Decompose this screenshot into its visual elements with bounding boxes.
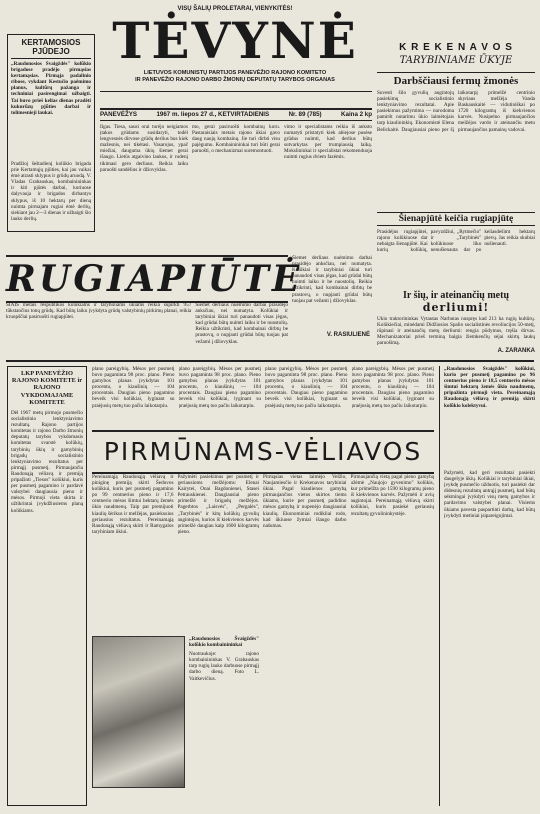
rugiapiute-article: [6, 302, 288, 346]
krekenavos-heading: K R E K E N A V O S: [399, 42, 513, 53]
rugiapiute-col-3: Šiemet derliaus nuėmimo darbai prasidėjo anksčiau, nei numatyta. Kolūkiai ir tarybiniai ūkiai turi panaudoti visas jėgas, kad grūdai būtų nuimti laiku ir be nuostolių. Reikia užtikrinti, kad kombainai dirbtų be prastovų, o nupjauti grūdai būtų tuojau pat vežami į džiovyklas.: [195, 302, 288, 345]
krekenavos-subheading: TARYBINIAME ŪKYJE: [399, 55, 513, 66]
right-bottom-lead: „Raudonosios Švaigždės" kolūkiui, kurio per pusmetį pagamino po 96 centnerius pieno ir 18,5 centnerio mėsos šimtui hektarų žemės ūkio naudmenų, pripažinta pirmoji vieta. Pereinamąją Raudonąją vėliavą ir premiją skirti kolūkio kolektyvui.: [444, 366, 535, 409]
photo-caption: Nuotraukoje: rajono kombainininkas V. Grabauskas tarp rugių lauko darbuose pirmąjį darbo dieną. Foto L. Vaitkevičius.: [189, 651, 259, 682]
left-news-box: [7, 34, 95, 232]
fermu-title: Darbščiausi fermų žmonės: [377, 72, 535, 87]
info-date: 1967 m. liepos 27 d., KETVIRTADIENIS: [156, 111, 270, 118]
pirmunams-col-2: Pažymėti pasiekimus per pusmetį ir geriausioms melžėjoms: Elenai Kairytei, Onai Bagdonienei, Stasei Petrauskienei. Daugiausiai pieno primelžė ir brigadų melžėjos. Pagerbtos „Laisvės", „Pergalės", „Tarybinės" ir kitų kolūkių gyvulių augintojos, kurios iš kiekvienos karvės primelžė daugiau kaip 1600 kilogramų pieno.: [177, 474, 259, 535]
lkp-title: LKP PANEVĖŽIO RAJONO KOMITETE ir RAJONO VYKDOMAJAME KOMITETE: [11, 370, 83, 406]
right-bottom-section: [439, 366, 535, 806]
stat-mid-col-1: plano pareigybių. Mėsos per pusmetį buvo pagaminta 98 proc. plano. Pieno gamybos planas įvykdytas 101 procentu, o kiaušinių — 104 procentais. Daugiau pieno pagamino beveik visi kolūkiai, lyginant su praėjusių metų tuo pačiu laikotarpiu.: [92, 366, 175, 409]
pirmunams-col-1: Pereinamąją Raudonąją vėliavą ir piniginę premiją skirti Šeduvos kolūkiui, kuris per pusmetį pagamino po 99 centnerius pieno ir 17,6 centnerio mėsos šimtui hektarų žemės ūkio naudmenų. Taip pat premijuoti kiaulių šėrikus ir melžėjas, pasiekusius geriausius rezultatus. Pereinamąją Raudonąją vėliavą skirti ir Ramygalos tarybiniam ūkiui.: [92, 474, 174, 535]
combine-photo: [92, 636, 185, 788]
left-box-text: „Raudonosios Švaigždės" kolūkio brigadose pradėjo pirmąsias kertamąsias. Pirmąja padalinio ribose, vykdant Kestučio paėmimo planus, kultūrų pažanga ir techniniai pasirengimai užbaigti. Tai buvo prieš kelias dienas pradėti kukurūzų pjūties darbai ir tolimesnieji laukai.: [11, 61, 91, 116]
masthead-slogan: VISŲ ŠALIŲ PROLETARAI, VIENYKITĖS!: [177, 6, 293, 12]
masthead-title: TĖVYNĖ: [112, 11, 358, 70]
ir-siu-text: Ūkio traktorininkas Vytautas Narbutas nuspręs kad 213 ha rugių kultūrų. Kolūkiečiai, minėdami Didžiosios Spalio socialistinės revoliucijos 50-metį, rūpinasi ir ateinančių metų derliumi: rengia pūdymus, tręšia dirvas. Mechanizatoriai prieš terminą baigia žiemkenčių sėjai skirtų laukų paruošimą.: [377, 316, 535, 347]
stat-mid-col-3: plano pareigybių. Mėsos per pusmetį buvo pagaminta 98 proc. plano. Pieno gamybos planas įvykdytas 101 procentu, o kiaušinių — 104 procentais. Daugiau pieno pagamino beveik visi kolūkiai, lyginant su praėjusių metų tuo pačiu laikotarpiu.: [265, 366, 348, 409]
ir-siu-section: [377, 290, 535, 358]
stat-mid: [92, 366, 434, 426]
right-bottom-text: Pažymėti, kad geri rezultatai pasiekti daugelyje ūkių. Kolūkiai ir tarybiniai ūkiai, įvykdę pusmečio užduotis, turi pasiekti dar didesnių rezultatų antrąjį pusmetį, kad būtų sėkmingai įvykdyti visų metų gamybos ir pardavimo valstybei planai. Visiems ūkiams pavesta paspartinti darbą, kad būtų įvykdyti metiniai įsipareigojimai.: [444, 470, 535, 519]
ir-siu-title-2: derliumi!: [422, 301, 490, 314]
center-mid-col-2: mo, gerai pasiruošti kombainų kuru. Pastaraisiais metais rajono ūkiai gavo daug naujų kombainų. Jie turi dirbti visu pajėgumu. Kombainininkai turi būti gerai paruošti, o mechanizmai suremontuoti.: [192, 124, 280, 155]
pirmunams-title: PIRMŪNAMS-VĖLIAVOS: [103, 437, 423, 466]
rugiapiute-banner: [6, 255, 303, 303]
right-top-section: [377, 42, 535, 212]
left-box-text-2: Pradžioj šeštadienį kolūkio brigada prie Kertamųjų pjūties, kai jau vaikai ėmė atrasti sklypus ir grūdų aruodą. V. Vladas Grabauskas, kombainininkas ir kiti pjūtės darbai, kuriuose dalyvauja ir brigados dirbantys sklypus, iš 10 hektarų per dieną nuimta pirmajam rugiai ėmė derlių, siekiant jau 2—3 dienas ir užbaigti šio lauko derlių.: [11, 161, 91, 222]
ir-siu-title-1: Ir šių, ir ateinančių metų: [402, 290, 510, 301]
pirmunams-col-3: Pirmąsias vietas laimėjo Velžio, Naujamiesčio ir Krekenavos tarybiniai ūkiai. Pagal kiaulienos gamybą pirmaujančios vietos skirtos tiems ūkiams, kurie per pusmetį padidino mėsos gamybą ir nupenėjo daugiausiai kiaulių. Ekonominiai rodikliai rodo, kad ūkiuose žymiai išaugo darbo našumas.: [263, 474, 347, 529]
sienapjute-section: [377, 212, 535, 288]
lkp-box: [7, 366, 87, 806]
lkp-text: Dėl 1967 metų pirmojo pusmečio socialistinio lenktyniavimo rezultatų. Rajono partijos komitetas ir rajono Darbo žmonių deputatų tarybos vykdomasis komitetas svarstė kolūkių, tarybinių ūkių ir gamybinių brigadų socialistinio lenktyniavimo rezultatus per pirmąjį pusmetį. Pirmaujančia Raudonąją vėliavą ir premiją pripažinti „Tiesos" kolūkiui, kuris per pusmetį pagamino ir pardavė valstybei daugiausia pieno ir mėsos. Pirmoji vieta skirta ir užtikrintai įvykdžiusiems planą kolūkiams.: [11, 410, 83, 514]
pirmunams-columns: [92, 474, 434, 808]
masthead-subtitle-2: IR PANEVĖŽIO RAJONO DARBO ŽMONIŲ DEPUTATŲ TARYBOS ORGANAS: [135, 77, 335, 83]
center-right-text: Šiemet derliaus nuėmimo darbai prasidėjo anksčiau, nei numatyta. Kolūkiai ir tarybiniai ūkiai turi panaudoti visas jėgas, kad grūdai būtų nuimti laiku ir be nuostolių. Reikia užtikrinti, kad kombainai dirbtų be prastovų, o nupjauti grūdai būtų tuojau pat vežami į džiovyklas.: [292, 255, 372, 304]
info-price: Kaina 2 kp: [341, 111, 372, 118]
pirmunams-banner: [92, 430, 434, 474]
rugiapiute-author: V. RASIULIENĖ: [326, 332, 370, 338]
sienapjute-text: Prasidėjus rugiapjūtei, rajono kolūkiuose dar nebaigta šienapjūtė. Kai kurių kolūkių, pavyzdžiui, „Rytmečio" ir „Tarybinės" kolūkiuose liko nenušienauta dar po keliasdešimt hektarų pievų. Jas reikia skubiai nušienauti.: [377, 229, 535, 254]
fermu-text: Suvesti šilo gyvulių augintojų pasiekimų socialistinio lenktyniavimo rezultatai. Apie pasiekimus pažymima — nurodoma pamiršt nutarimu ūkio laimėtojais tarp kiaulininkių. Ekonomistė Elena Belickaitė. Daugiausiai pieno per šį laikotarpį primelžė centrinio skyriaus melžėja Vanda Baskauskaitė — vidutiniškai po 1720 kilogramų iš kiekvienos karvės. Nusipelno pirmaujančios melžėjos vardo ir ateinančiu metu pirmaujančios pamainų vadovai.: [377, 90, 535, 133]
ir-siu-author: A. ZARANKA: [497, 348, 535, 354]
stat-mid-col-2: plano pareigybių. Mėsos per pusmetį buvo pagaminta 98 proc. plano. Pieno gamybos planas įvykdytas 101 procentu, o kiaušinių — 104 procentais. Daugiau pieno pagamino beveik visi kolūkiai, lyginant su praėjusių metų tuo pačiu laikotarpiu.: [178, 366, 261, 409]
center-mid-text: [100, 124, 372, 256]
stat-mid-col-4: plano pareigybių. Mėsos per pusmetį buvo pagaminta 98 proc. plano. Pieno gamybos planas įvykdytas 101 procentu, o kiaušinių — 104 procentais. Daugiau pieno pagamino beveik visi kolūkiai, lyginant su praėjusių metų tuo pačiu laikotarpiu.: [351, 366, 434, 409]
masthead-info-bar: [100, 110, 372, 120]
rugiapiute-lead: ŠIAIS metais respublikos kolūkiams ir tarybiniams ūkiams reikia supirkti 957 tūkstančius tonų grūdų. Kad būtų laiku įvykdyta grūdų valstybinių pirkimų planai, reikia kruopščiai pasiruošti rugiapjūtei.: [6, 302, 192, 321]
photo-caption-title: „Raudonosios Švaigždės" kolūkio kombainininkai: [189, 636, 259, 649]
info-city: PANEVĖŽYS: [100, 111, 138, 118]
left-box-title: KERTAMOSIOS PJŪDEJO: [11, 38, 91, 59]
rugiapiute-title: RUGIAPIŪTĖ: [6, 258, 303, 300]
pirmunams-col-4: Pirmaujančią vietą pagal pieno gamybą užėmė „Naujojo gyvenimo" kolūkis, kur primelžta po 1590 kilogramų pieno iš kiekvienos karvės. Pažymėti ir avių augintojai. Pereinamąją vėliavą skirti kolūkiui, kuris pasiekė geriausių rezultatų gyvulininkystėje.: [350, 474, 434, 517]
info-number: Nr. 89 (785): [288, 111, 322, 118]
center-mid-col-3: vimo ir specialistams reikia iš anksto numatyti pristatyti kiek abiejose pusėse grūdus nuimti, kad derlius būtų sutvarkytas per trumpiausią laiką. Mokslininkai ir specialistai rekomenduoja nuimti rugius dviem fazėmis.: [284, 124, 372, 161]
masthead-subtitle-1: LIETUVOS KOMUNISTŲ PARTIJOS PANEVĖŽIO RAJONO KOMITETO: [143, 70, 327, 76]
center-mid-col-1: Ilgas. Tiesa, sausi orai turėjo neigiamos įtakos grūdams susidaryti, todėl lengvesnės dirvose grūdų derlius bus kiek mažesnis, nei tikėtasi. Vasarojus, ypač miežiai, dauguma ūkių šiemet gerai išaugo. Lietūs atgaivino laukus, ir rudenį tikimasi gero derliaus. Reikia laiku paruošti sandėlius ir džiovyklas.: [100, 124, 188, 173]
sienapjute-title: Šienapjūtė keičia rugiapjūtę: [377, 212, 535, 226]
pirmunams-col-left: [92, 474, 259, 808]
